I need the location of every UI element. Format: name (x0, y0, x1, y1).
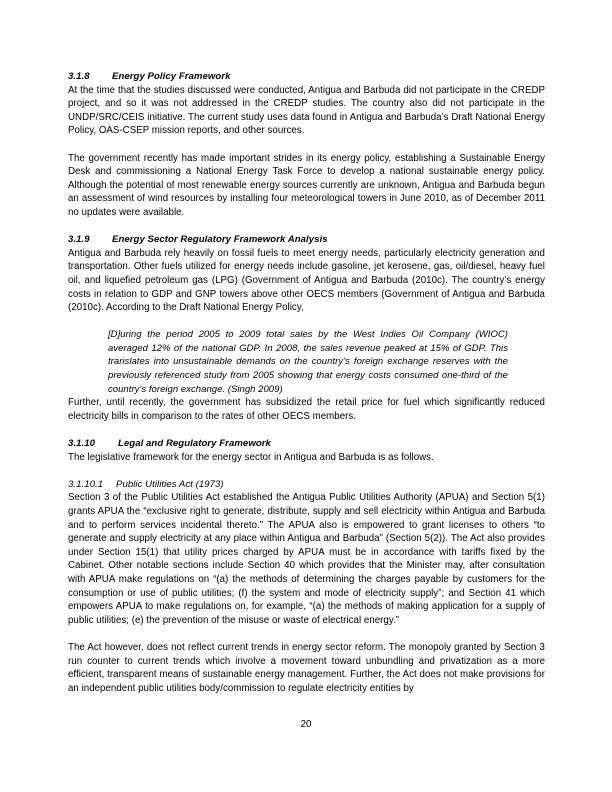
heading-3-1-10-title: Legal and Regulatory Framework (118, 438, 271, 450)
heading-3-1-10-number: 3.1.10 (68, 438, 95, 450)
paragraph-6: Section 3 of the Public Utilities Act established the Antigua Public Utilities Authority (APUA) and Section 5(1) grants APUA the “exclusive right to generate, distribute, supply and sell electricity within Antigua and Barbuda and to perform services incidental thereto.” The APUA also is empowered to grant licenses to others “to generate and supply electricity at any place within Antigua and Barbuda” (Section 5(2)). The Act also provides under Section 15(1) that utility prices charged by APUA must be in accordance with tariffs fixed by the Cabinet. Other notable sections include Section 40 which provides that the Minister may, after consultation with APUA make regulations on “(a) the methods of determining the charges payable by customers for the consumption or use of public utilities; (f) the system and mode of electricity supply”; and Section 41 which empowers APUA to make regulations on, for example, “(a) the methods of making application for a supply of public utilities; (e) the prevention of the misuse or waste of electrical energy.” (68, 492, 545, 626)
heading-3-1-10-1 (68, 478, 545, 492)
heading-3-1-8 (68, 70, 545, 84)
blockquote-singh-2009: [D]uring the period 2005 to 2009 total sales by the West Indies Oil Company (WIOC) averaged 12% of the national GDP. In 2008, the sales revenue peaked at 15% of GDP. This translates into unsustainable demands on the country’s foreign exchange reserves with the previously referenced study from 2005 showing that energy costs consumed one-third of the country’s foreign exchange. (Singh 2009) (108, 329, 508, 395)
heading-3-1-9-number: 3.1.9 (68, 234, 90, 246)
paragraph-4: Further, until recently, the government has subsidized the retail price for fuel which significantly reduced electricity bills in comparison to the rates of other OECS members. (68, 397, 545, 422)
paragraph-2: The government recently has made important strides in its energy policy, establishing a Sustainable Energy Desk and commissioning a National Energy Task Force to develop a national sustainable energy policy. Although the potential of most renewable energy sources currently are unknown, Antigua and Barbuda begun an assessment of wind resources by installing four meteorological towers in June 2010, as of December 2011 no updates were available. (68, 152, 545, 218)
heading-3-1-10-1-title: Public Utilities Act (1973) (116, 478, 224, 490)
paragraph-5: The legislative framework for the energy sector in Antigua and Barbuda is as follows. (68, 451, 434, 463)
page-number: 20 (300, 719, 312, 730)
heading-3-1-8-title: Energy Policy Framework (112, 71, 231, 82)
page-content (68, 70, 545, 695)
heading-3-1-9 (68, 233, 545, 247)
heading-3-1-10-1-number: 3.1.10.1 (68, 478, 104, 490)
heading-3-1-9-title: Energy Sector Regulatory Framework Analysis (112, 234, 328, 246)
heading-3-1-10 (68, 437, 545, 451)
paragraph-7: The Act however, does not reflect current trends in energy sector reform. The monopoly granted by Section 3 run counter to current trends which involve a movement toward unbundling and privatization as a more efficient, transparent means of sustainable energy management. Further, the Act does not make provisions for an independent public utilities body/commission to regulate electricity entities by (68, 641, 545, 694)
paragraph-3: Antigua and Barbuda rely heavily on fossil fuels to meet energy needs, particularly electricity generation and transportation. Other fuels utilized for energy needs include gasoline, jet kerosene, gas, oil/diesel, heavy fuel oil, and liquefied petroleum gas (LPG) (Government of Antigua and Barbuda (2010c). The country’s energy costs in relation to GDP and GNP towers above other OECS members (Government of Antigua and Barbuda (2010c). According to the Draft National Energy Policy, (68, 247, 545, 314)
heading-3-1-8-number: 3.1.8 (68, 71, 90, 82)
paragraph-1: At the time that the studies discussed were conducted, Antigua and Barbuda did not participate in the CREDP project, and so it was not addressed in the CREDP studies. The country also did not participate in the UNDP/SRC/CEIS initiative. The current study uses data found in Antigua and Barbuda’s Draft National Energy Policy, OAS-CSEP mission reports, and other sources. (68, 84, 545, 137)
